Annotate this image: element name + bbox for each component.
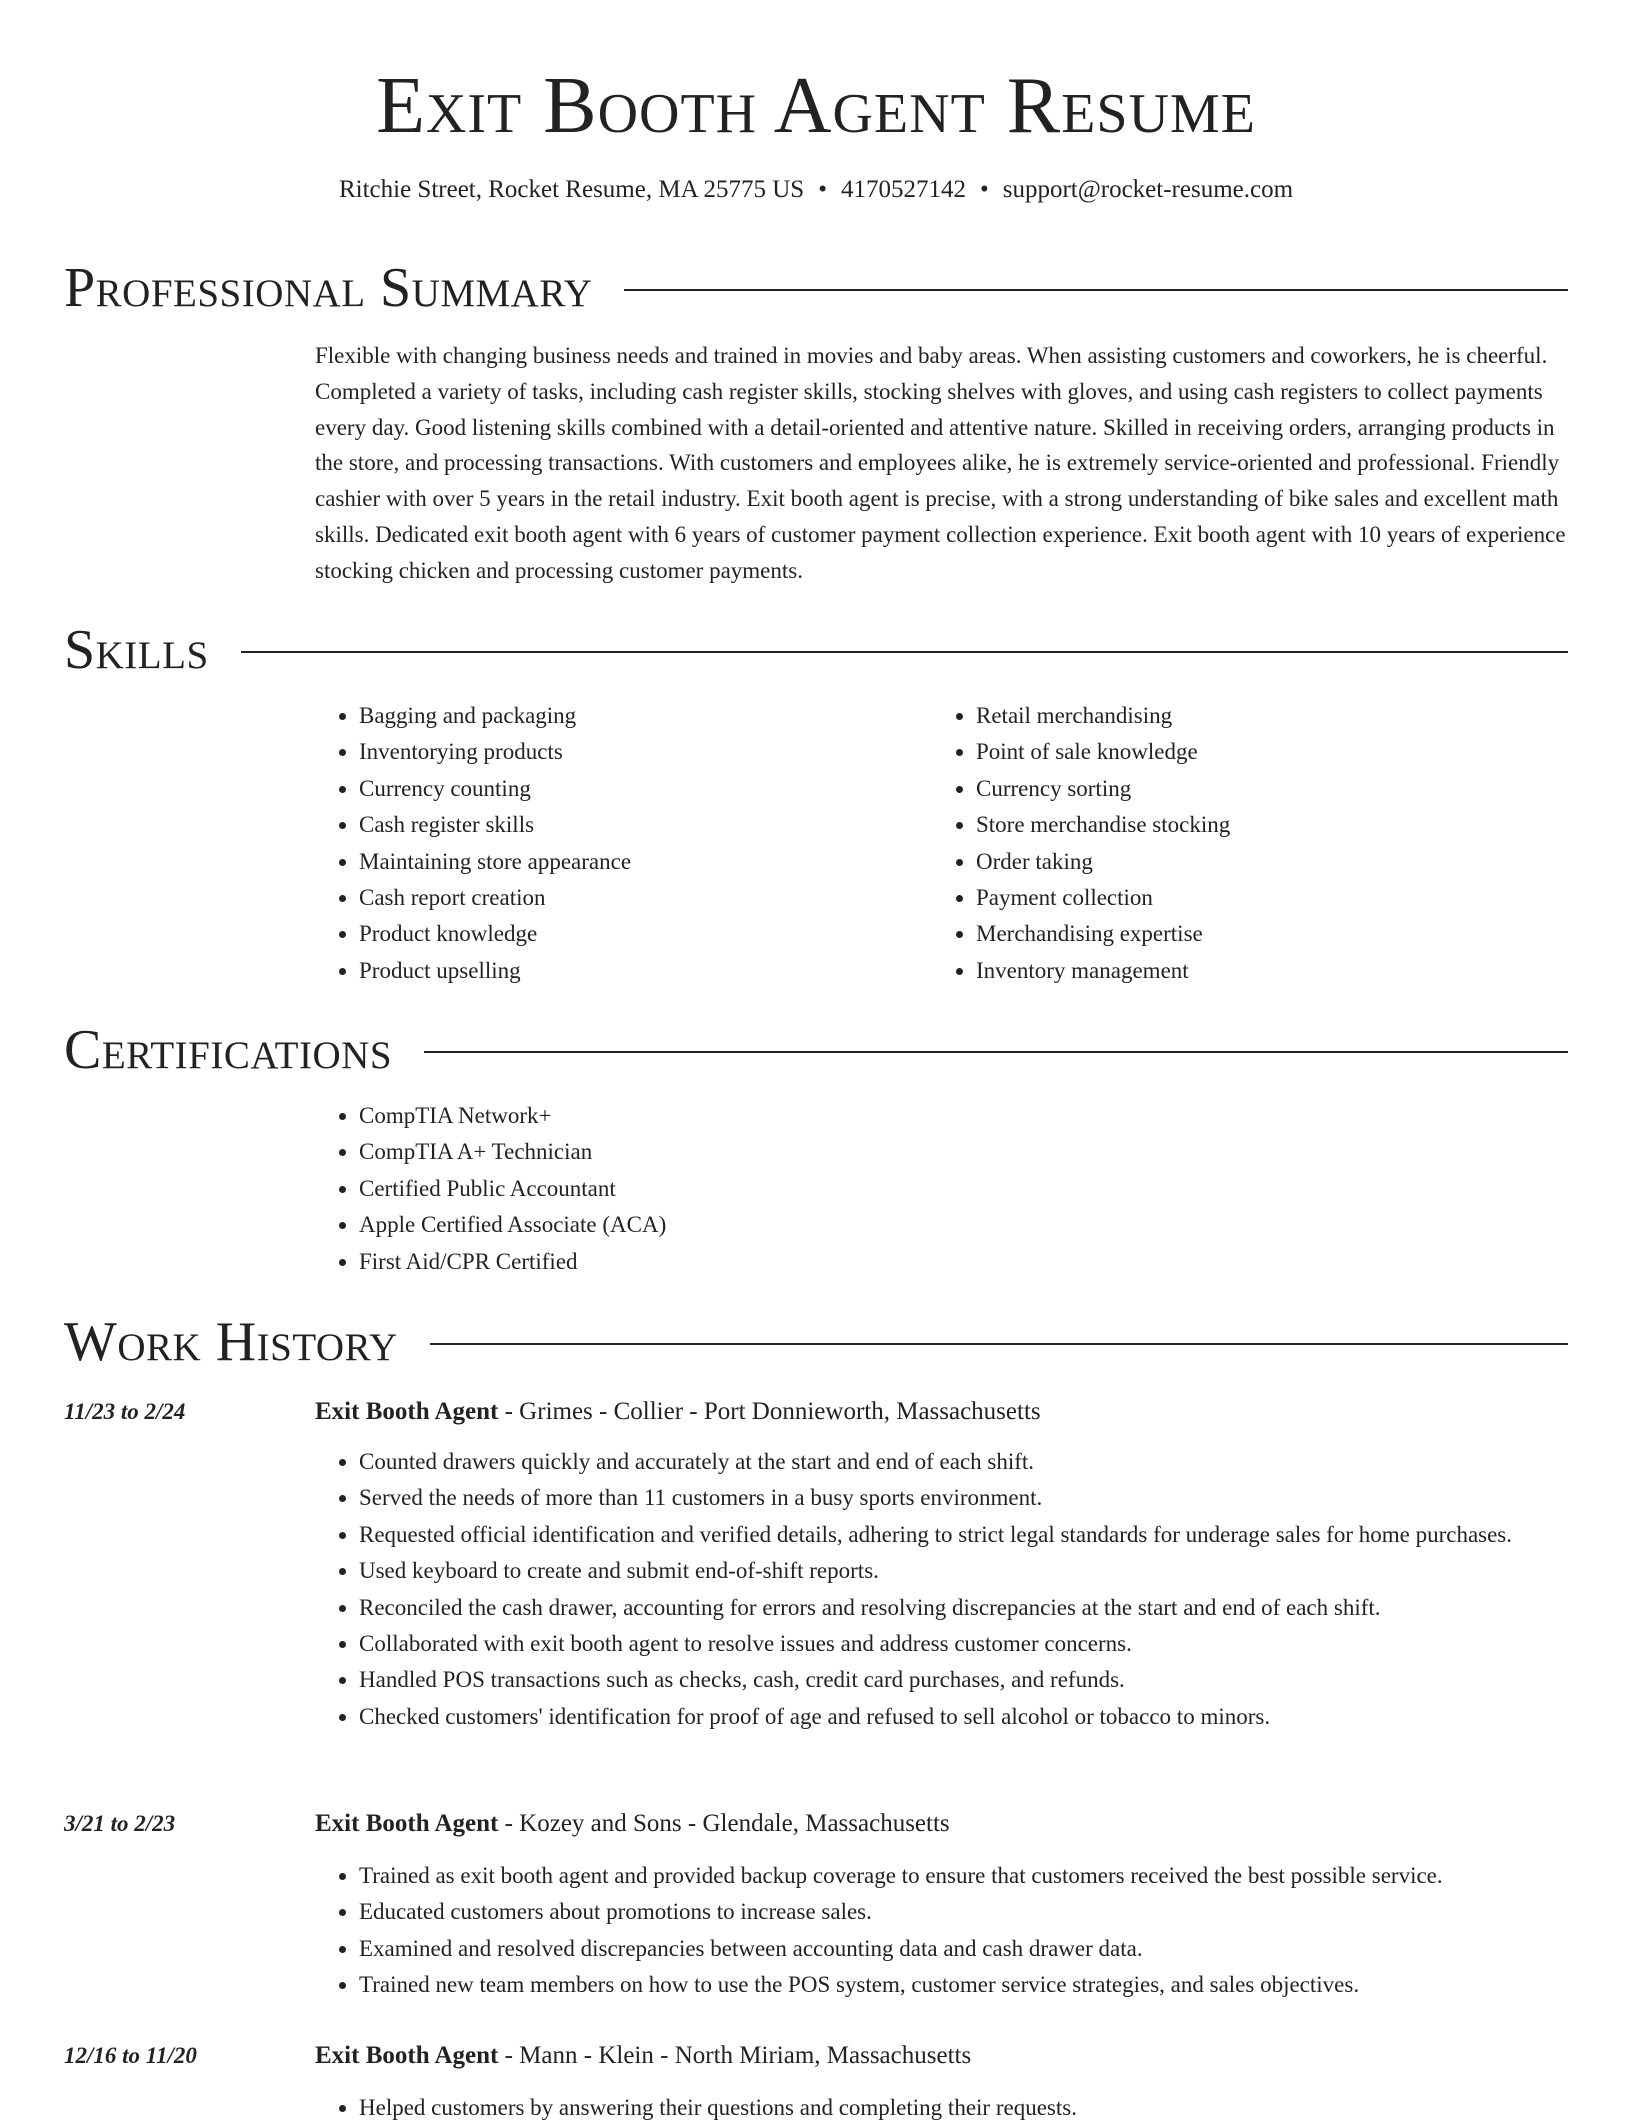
skill-item: • Point of sale knowledge (976, 734, 1230, 770)
skill-item: • Currency sorting (976, 771, 1230, 807)
job-duty-item: • Trained as exit booth agent and provided backup coverage to ensure that customers received the best possible service. (359, 1858, 1569, 1894)
job-duty-item: • Trained new team members on how to use the POS system, customer service strategies, and sales objectives. (359, 1967, 1569, 2003)
section-divider (424, 1051, 1568, 1053)
contact-address: Ritchie Street, Rocket Resume, MA 25775 US (338, 176, 805, 203)
certification-item: • CompTIA Network+ (359, 1098, 666, 1134)
skills-column-right (932, 698, 1230, 989)
certification-item: • First Aid/CPR Certified (359, 1244, 666, 1280)
section-title-skills: Skills (64, 619, 209, 681)
skill-item: • Store merchandise stocking (976, 807, 1230, 843)
job-duty-item: • Counted drawers quickly and accurately at the start and end of each shift. (359, 1444, 1569, 1480)
skills-column-left (315, 698, 631, 989)
job-heading (315, 1394, 1041, 1430)
skill-item: • Product knowledge (359, 916, 631, 952)
skill-item: • Payment collection (976, 880, 1230, 916)
job-employer-location: - Kozey and Sons - Glendale, Massachusetts (498, 1810, 950, 1837)
skill-item: • Retail merchandising (976, 698, 1230, 734)
section-divider (624, 289, 1568, 291)
job-duties (315, 1444, 1569, 1735)
section-header-summary (64, 256, 1568, 320)
certification-item: • Certified Public Accountant (359, 1171, 666, 1207)
summary-text: Flexible with changing business needs and trained in movies and baby areas. When assisting customers and coworkers, he is cheerful. Completed a variety of tasks, including cash register skills, stocking shelves with gloves, and using cash registers to collect payments every day. Good listening skills combined with a detail-oriented and attentive nature. Skilled in receiving orders, arranging products in the store, and processing transactions. With customers and employees alike, he is extremely service-oriented and professional. Friendly cashier with over 5 years in the retail industry. Exit booth agent is precise, with a strong understanding of bike sales and excellent math skills. Dedicated exit booth agent with 6 years of customer payment collection experience. Exit booth agent with 10 years of experience stocking chicken and processing customer payments. (315, 343, 1566, 583)
certifications-block (315, 1098, 666, 1280)
skill-item: • Order taking (976, 844, 1230, 880)
job-duty-list (315, 1444, 1569, 1735)
job-duty-item: • Examined and resolved discrepancies between accounting data and cash drawer data. (359, 1931, 1569, 1967)
contact-separator: • (979, 176, 989, 203)
job-dates: 12/16 to 11/20 (64, 2043, 197, 2068)
job-heading (315, 1806, 950, 1842)
skill-item: • Cash report creation (359, 880, 631, 916)
section-header-work-history (64, 1310, 1568, 1374)
contact-separator: • (818, 176, 827, 203)
certification-item: • CompTIA A+ Technician (359, 1134, 666, 1170)
section-divider (430, 1343, 1568, 1345)
section-title-certifications: Certifications (64, 1019, 393, 1081)
skill-item: • Product upselling (359, 953, 631, 989)
job-duty-item: • Helped customers by answering their questions and completing their requests. (359, 2090, 1569, 2126)
job-employer-location: - Mann - Klein - North Miriam, Massachusetts (498, 2042, 972, 2069)
job-role: Exit Booth Agent (315, 1398, 499, 1425)
job-duty-item: • Requested official identification and verified details, adhering to strict legal standards for underage sales for home purchases. (359, 1517, 1569, 1553)
job-duty-item: • Used keyboard to create and submit end-of-shift reports. (359, 1553, 1569, 1589)
job-duty-item: • Served the needs of more than 11 customers in a busy sports environment. (359, 1480, 1569, 1516)
job-duty-item: • Collaborated with exit booth agent to resolve issues and address customer concerns. (359, 1626, 1569, 1662)
skill-item: • Inventory management (976, 953, 1230, 989)
skills-list-left (315, 698, 631, 989)
job-dates: 3/21 to 2/23 (64, 1811, 176, 1836)
section-title-summary: Professional Summary (64, 257, 593, 319)
job-employer-location: - Grimes - Collier - Port Donnieworth, Massachusetts (498, 1398, 1041, 1425)
job-duty-item: • Reconciled the cash drawer, accounting for errors and resolving discrepancies at the start and end of each shift. (359, 1590, 1569, 1626)
skill-item: • Merchandising expertise (976, 916, 1230, 952)
section-divider (241, 651, 1568, 653)
skill-item: • Currency counting (359, 771, 631, 807)
contact-phone: 4170527142 (840, 176, 966, 203)
job-duty-item: • Checked customers' identification for proof of age and refused to sell alcohol or tobacco to minors. (359, 1699, 1569, 1735)
section-header-certifications (64, 1018, 1568, 1082)
section-header-skills (64, 618, 1568, 682)
job-heading (315, 2038, 971, 2074)
skill-item: • Cash register skills (359, 807, 631, 843)
skill-item: • Inventorying products (359, 734, 631, 770)
contact-email: support@rocket-resume.com (1002, 176, 1294, 203)
job-duties (315, 1858, 1569, 2004)
skills-list-right (932, 698, 1230, 989)
job-duty-item: • Handled POS transactions such as checks, cash, credit card purchases, and refunds. (359, 1662, 1569, 1698)
job-role: Exit Booth Agent (315, 1810, 499, 1837)
job-dates: 11/23 to 2/24 (64, 1399, 186, 1424)
job-duties (315, 2090, 1569, 2126)
job-role: Exit Booth Agent (315, 2042, 499, 2069)
section-title-work-history: Work History (64, 1311, 398, 1373)
job-duty-list (315, 1858, 1569, 2004)
certification-item: • Apple Certified Associate (ACA) (359, 1207, 666, 1243)
certifications-list (315, 1098, 666, 1280)
skill-item: • Bagging and packaging (359, 698, 631, 734)
skill-item: • Maintaining store appearance (359, 844, 631, 880)
resume-title: Exit Booth Agent Resume (376, 62, 1256, 150)
contact-line (0, 172, 1632, 208)
job-duty-list (315, 2090, 1569, 2126)
job-duty-item: • Educated customers about promotions to increase sales. (359, 1894, 1569, 1930)
